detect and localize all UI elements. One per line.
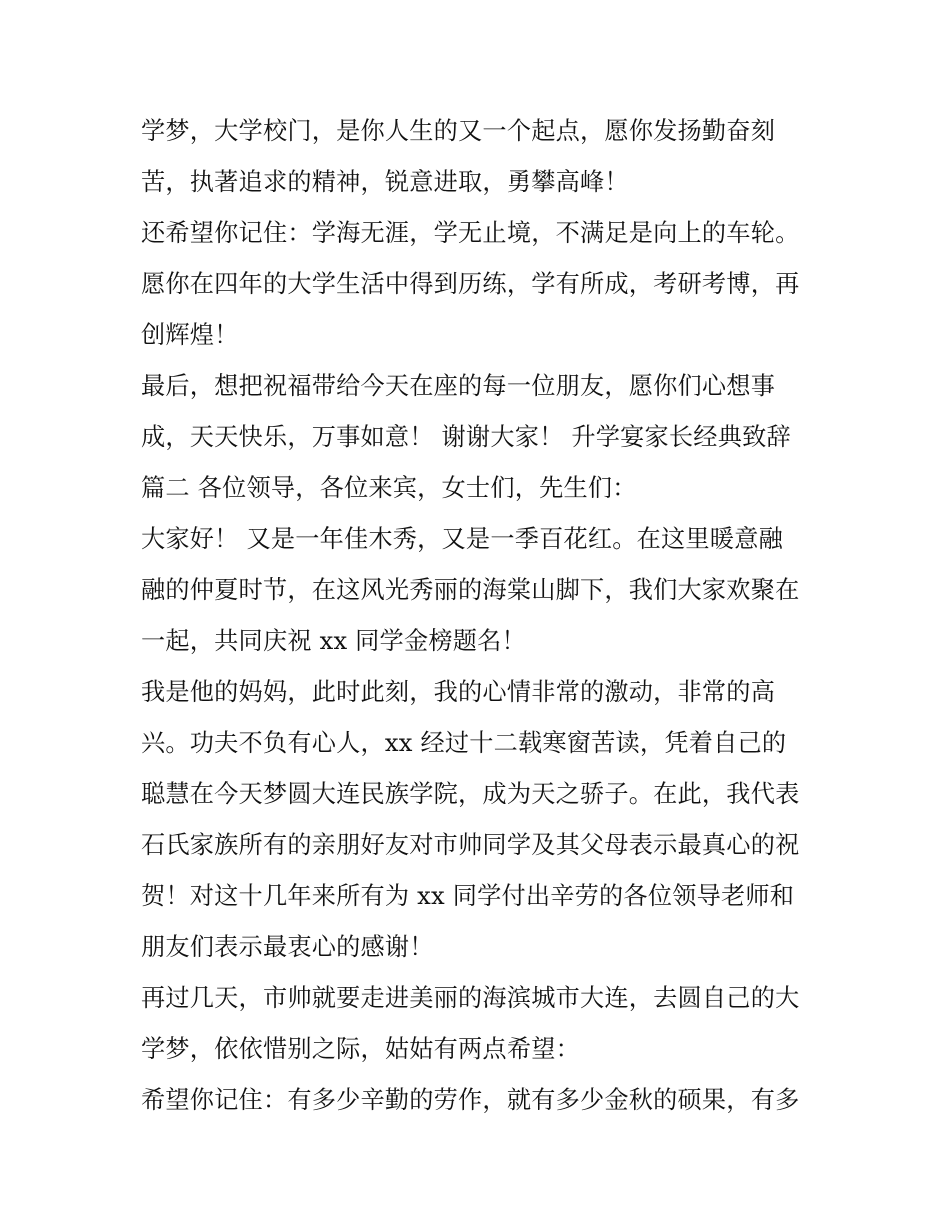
text-line: 石氏家族所有的亲朋好友对市帅同学及其父母表示最真心的祝: [141, 831, 800, 859]
text-line: 学梦，大学校门，是你人生的又一个起点，愿你发扬勤奋刻: [141, 117, 776, 145]
text-line: 大家好！ 又是一年佳木秀，又是一季百花红。在这里暖意融: [141, 525, 783, 553]
text-line: 聪慧在今天梦圆大连民族学院，成为天之骄子。在此，我代表: [141, 780, 800, 808]
text-line: 创辉煌！: [141, 321, 239, 349]
text-line: 一起，共同庆祝 xx 同学金榜题名！: [141, 627, 526, 655]
text-line: 成，天天快乐，万事如意！ 谢谢大家！ 升学宴家长经典致辞: [141, 423, 791, 451]
text-line: 我是他的妈妈，此时此刻，我的心情非常的激动，非常的高: [141, 678, 776, 706]
text-line: 兴。功夫不负有心人，xx 经过十二载寒窗苦读，凭着自己的: [141, 729, 787, 757]
text-line: 篇二 各位领导，各位来宾，女士们，先生们：: [141, 474, 637, 502]
text-line: 再过几天，市帅就要走进美丽的海滨城市大连，去圆自己的大: [141, 984, 800, 1012]
text-line: 最后，想把祝福带给今天在座的每一位朋友，愿你们心想事: [141, 372, 776, 400]
text-line: 愿你在四年的大学生活中得到历练，学有所成，考研考博，再: [141, 270, 800, 298]
text-line: 还希望你记住：学海无涯，学无止境，不满足是向上的车轮。: [141, 219, 800, 247]
text-line: 朋友们表示最衷心的感谢！: [141, 933, 434, 961]
text-line: 学梦，依依惜别之际，姑姑有两点希望：: [141, 1035, 580, 1063]
document-body: [141, 106, 821, 1126]
text-line: 希望你记住：有多少辛勤的劳作，就有多少金秋的硕果，有多: [141, 1086, 800, 1114]
text-line: 融的仲夏时节，在这风光秀丽的海棠山脚下，我们大家欢聚在: [141, 576, 800, 604]
text-line: 苦，执著追求的精神，锐意进取，勇攀高峰！: [141, 168, 629, 196]
text-line: 贺！对这十几年来所有为 xx 同学付出辛劳的各位领导老师和: [141, 882, 795, 910]
